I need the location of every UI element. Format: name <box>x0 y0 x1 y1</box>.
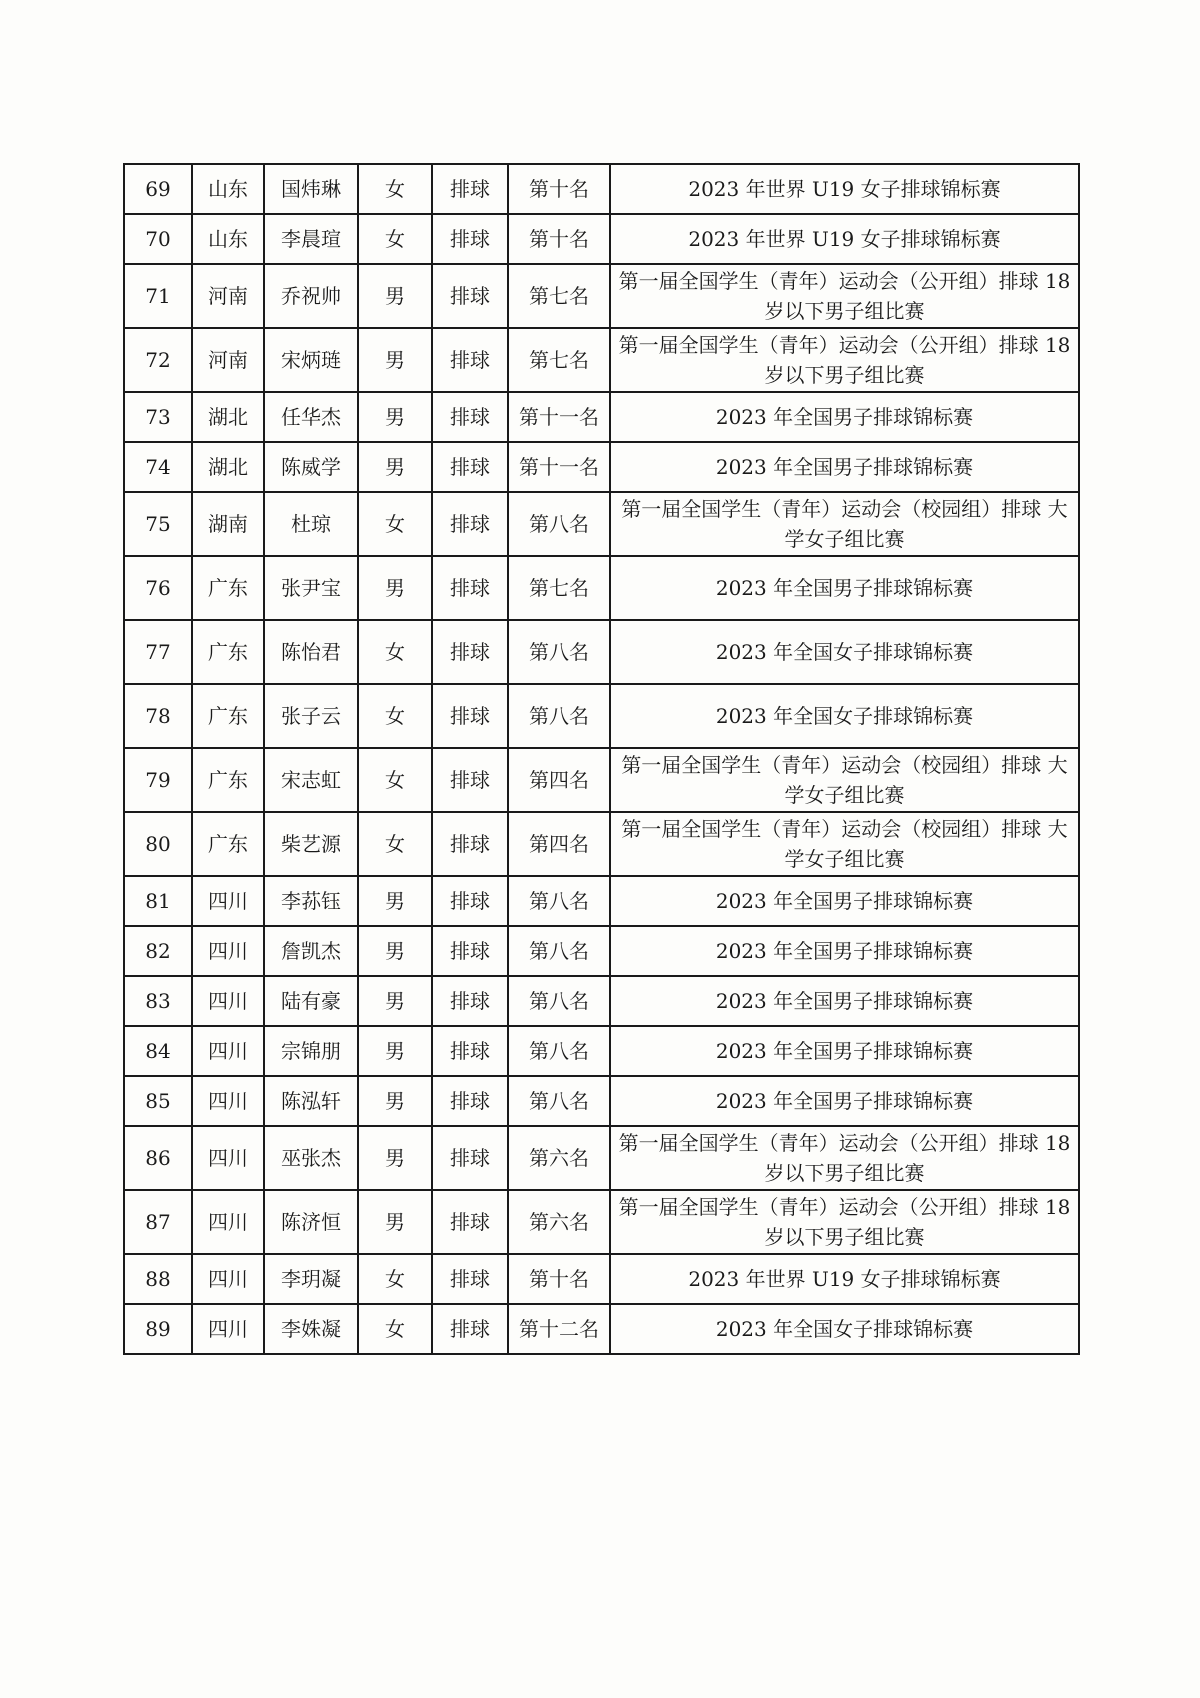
cell-gender: 男 <box>358 1026 432 1076</box>
cell-gender: 男 <box>358 392 432 442</box>
cell-number: 81 <box>124 876 192 926</box>
cell-province: 四川 <box>192 1304 264 1354</box>
cell-sport: 排球 <box>432 620 508 684</box>
cell-sport: 排球 <box>432 1126 508 1190</box>
cell-event: 2023 年世界 U19 女子排球锦标赛 <box>610 164 1079 214</box>
cell-event: 第一届全国学生（青年）运动会（校园组）排球 大学女子组比赛 <box>610 492 1079 556</box>
cell-sport: 排球 <box>432 442 508 492</box>
cell-sport: 排球 <box>432 164 508 214</box>
table-row <box>124 214 1079 264</box>
cell-name: 柴艺源 <box>264 812 358 876</box>
cell-gender: 男 <box>358 876 432 926</box>
cell-gender: 女 <box>358 214 432 264</box>
table-row <box>124 1254 1079 1304</box>
cell-number: 74 <box>124 442 192 492</box>
cell-province: 湖北 <box>192 392 264 442</box>
cell-event: 第一届全国学生（青年）运动会（校园组）排球 大学女子组比赛 <box>610 812 1079 876</box>
cell-gender: 男 <box>358 1126 432 1190</box>
table-row <box>124 926 1079 976</box>
cell-rank: 第四名 <box>508 812 610 876</box>
cell-number: 69 <box>124 164 192 214</box>
table-row <box>124 392 1079 442</box>
table-row <box>124 620 1079 684</box>
cell-event: 第一届全国学生（青年）运动会（公开组）排球 18 岁以下男子组比赛 <box>610 328 1079 392</box>
cell-rank: 第六名 <box>508 1190 610 1254</box>
cell-name: 陈济恒 <box>264 1190 358 1254</box>
cell-province: 广东 <box>192 620 264 684</box>
cell-event: 第一届全国学生（青年）运动会（公开组）排球 18 岁以下男子组比赛 <box>610 1190 1079 1254</box>
cell-province: 四川 <box>192 1190 264 1254</box>
cell-rank: 第八名 <box>508 1026 610 1076</box>
cell-event: 第一届全国学生（青年）运动会（公开组）排球 18 岁以下男子组比赛 <box>610 1126 1079 1190</box>
table-row <box>124 1026 1079 1076</box>
cell-gender: 男 <box>358 328 432 392</box>
cell-gender: 男 <box>358 442 432 492</box>
table-row <box>124 556 1079 620</box>
cell-sport: 排球 <box>432 1076 508 1126</box>
cell-number: 71 <box>124 264 192 328</box>
cell-sport: 排球 <box>432 812 508 876</box>
cell-gender: 女 <box>358 684 432 748</box>
cell-number: 85 <box>124 1076 192 1126</box>
cell-number: 72 <box>124 328 192 392</box>
cell-rank: 第八名 <box>508 684 610 748</box>
cell-gender: 男 <box>358 926 432 976</box>
athlete-table-body <box>124 164 1079 1354</box>
cell-sport: 排球 <box>432 926 508 976</box>
cell-name: 陈怡君 <box>264 620 358 684</box>
cell-rank: 第八名 <box>508 926 610 976</box>
cell-name: 国炜琳 <box>264 164 358 214</box>
cell-gender: 女 <box>358 1254 432 1304</box>
cell-event: 2023 年全国女子排球锦标赛 <box>610 620 1079 684</box>
cell-number: 79 <box>124 748 192 812</box>
cell-event: 2023 年全国男子排球锦标赛 <box>610 876 1079 926</box>
table-row <box>124 1304 1079 1354</box>
table-row <box>124 328 1079 392</box>
cell-event: 2023 年全国男子排球锦标赛 <box>610 392 1079 442</box>
table-row <box>124 976 1079 1026</box>
cell-event: 2023 年世界 U19 女子排球锦标赛 <box>610 1254 1079 1304</box>
cell-sport: 排球 <box>432 1254 508 1304</box>
cell-number: 86 <box>124 1126 192 1190</box>
cell-event: 2023 年全国女子排球锦标赛 <box>610 684 1079 748</box>
cell-name: 李晨瑄 <box>264 214 358 264</box>
table-row <box>124 1190 1079 1254</box>
cell-gender: 女 <box>358 164 432 214</box>
cell-name: 乔祝帅 <box>264 264 358 328</box>
cell-number: 89 <box>124 1304 192 1354</box>
cell-rank: 第十二名 <box>508 1304 610 1354</box>
cell-rank: 第四名 <box>508 748 610 812</box>
cell-name: 詹凯杰 <box>264 926 358 976</box>
cell-province: 四川 <box>192 876 264 926</box>
athlete-table <box>123 163 1080 1355</box>
cell-sport: 排球 <box>432 748 508 812</box>
cell-gender: 女 <box>358 812 432 876</box>
cell-event: 2023 年全国男子排球锦标赛 <box>610 1026 1079 1076</box>
cell-number: 76 <box>124 556 192 620</box>
cell-gender: 男 <box>358 264 432 328</box>
cell-name: 宗锦朋 <box>264 1026 358 1076</box>
cell-name: 李玥凝 <box>264 1254 358 1304</box>
cell-province: 四川 <box>192 976 264 1026</box>
cell-sport: 排球 <box>432 328 508 392</box>
cell-sport: 排球 <box>432 264 508 328</box>
cell-rank: 第十一名 <box>508 392 610 442</box>
cell-province: 四川 <box>192 1126 264 1190</box>
cell-name: 陈泓轩 <box>264 1076 358 1126</box>
cell-province: 湖北 <box>192 442 264 492</box>
cell-name: 宋炳琏 <box>264 328 358 392</box>
cell-event: 第一届全国学生（青年）运动会（公开组）排球 18 岁以下男子组比赛 <box>610 264 1079 328</box>
cell-province: 广东 <box>192 684 264 748</box>
cell-sport: 排球 <box>432 214 508 264</box>
cell-number: 88 <box>124 1254 192 1304</box>
cell-gender: 女 <box>358 492 432 556</box>
cell-number: 82 <box>124 926 192 976</box>
cell-rank: 第十名 <box>508 1254 610 1304</box>
cell-number: 80 <box>124 812 192 876</box>
cell-event: 2023 年全国男子排球锦标赛 <box>610 556 1079 620</box>
cell-rank: 第六名 <box>508 1126 610 1190</box>
cell-rank: 第十名 <box>508 214 610 264</box>
cell-sport: 排球 <box>432 556 508 620</box>
cell-gender: 女 <box>358 1304 432 1354</box>
cell-name: 任华杰 <box>264 392 358 442</box>
cell-rank: 第八名 <box>508 976 610 1026</box>
cell-province: 四川 <box>192 1076 264 1126</box>
cell-gender: 女 <box>358 620 432 684</box>
table-row <box>124 1076 1079 1126</box>
cell-sport: 排球 <box>432 1190 508 1254</box>
table-row <box>124 812 1079 876</box>
cell-number: 78 <box>124 684 192 748</box>
cell-sport: 排球 <box>432 684 508 748</box>
cell-rank: 第八名 <box>508 492 610 556</box>
cell-name: 宋志虹 <box>264 748 358 812</box>
cell-province: 广东 <box>192 812 264 876</box>
cell-sport: 排球 <box>432 492 508 556</box>
cell-rank: 第十一名 <box>508 442 610 492</box>
cell-rank: 第七名 <box>508 328 610 392</box>
table-row <box>124 442 1079 492</box>
cell-event: 2023 年世界 U19 女子排球锦标赛 <box>610 214 1079 264</box>
cell-name: 巫张杰 <box>264 1126 358 1190</box>
cell-rank: 第七名 <box>508 264 610 328</box>
cell-event: 2023 年全国男子排球锦标赛 <box>610 442 1079 492</box>
cell-sport: 排球 <box>432 392 508 442</box>
cell-province: 四川 <box>192 1026 264 1076</box>
cell-number: 73 <box>124 392 192 442</box>
cell-event: 2023 年全国男子排球锦标赛 <box>610 926 1079 976</box>
cell-gender: 男 <box>358 556 432 620</box>
cell-rank: 第七名 <box>508 556 610 620</box>
cell-number: 83 <box>124 976 192 1026</box>
cell-rank: 第八名 <box>508 876 610 926</box>
cell-gender: 男 <box>358 1076 432 1126</box>
table-row <box>124 492 1079 556</box>
cell-province: 山东 <box>192 214 264 264</box>
cell-number: 84 <box>124 1026 192 1076</box>
table-row <box>124 164 1079 214</box>
cell-province: 河南 <box>192 264 264 328</box>
cell-name: 杜琼 <box>264 492 358 556</box>
cell-rank: 第十名 <box>508 164 610 214</box>
cell-sport: 排球 <box>432 1304 508 1354</box>
table-row <box>124 264 1079 328</box>
cell-province: 山东 <box>192 164 264 214</box>
cell-number: 77 <box>124 620 192 684</box>
table-row <box>124 876 1079 926</box>
cell-name: 李姝凝 <box>264 1304 358 1354</box>
cell-rank: 第八名 <box>508 620 610 684</box>
cell-event: 2023 年全国男子排球锦标赛 <box>610 1076 1079 1126</box>
cell-event: 2023 年全国女子排球锦标赛 <box>610 1304 1079 1354</box>
cell-sport: 排球 <box>432 976 508 1026</box>
cell-name: 张子云 <box>264 684 358 748</box>
cell-name: 陈威学 <box>264 442 358 492</box>
cell-event: 第一届全国学生（青年）运动会（校园组）排球 大学女子组比赛 <box>610 748 1079 812</box>
cell-province: 湖南 <box>192 492 264 556</box>
cell-province: 四川 <box>192 926 264 976</box>
cell-province: 广东 <box>192 748 264 812</box>
cell-name: 张尹宝 <box>264 556 358 620</box>
cell-name: 李荪钰 <box>264 876 358 926</box>
cell-province: 广东 <box>192 556 264 620</box>
cell-number: 87 <box>124 1190 192 1254</box>
cell-province: 四川 <box>192 1254 264 1304</box>
cell-gender: 女 <box>358 748 432 812</box>
table-row <box>124 1126 1079 1190</box>
cell-number: 75 <box>124 492 192 556</box>
cell-name: 陆有豪 <box>264 976 358 1026</box>
cell-sport: 排球 <box>432 1026 508 1076</box>
cell-number: 70 <box>124 214 192 264</box>
cell-rank: 第八名 <box>508 1076 610 1126</box>
cell-sport: 排球 <box>432 876 508 926</box>
cell-province: 河南 <box>192 328 264 392</box>
cell-gender: 男 <box>358 976 432 1026</box>
cell-event: 2023 年全国男子排球锦标赛 <box>610 976 1079 1026</box>
table-row <box>124 684 1079 748</box>
cell-gender: 男 <box>358 1190 432 1254</box>
table-row <box>124 748 1079 812</box>
